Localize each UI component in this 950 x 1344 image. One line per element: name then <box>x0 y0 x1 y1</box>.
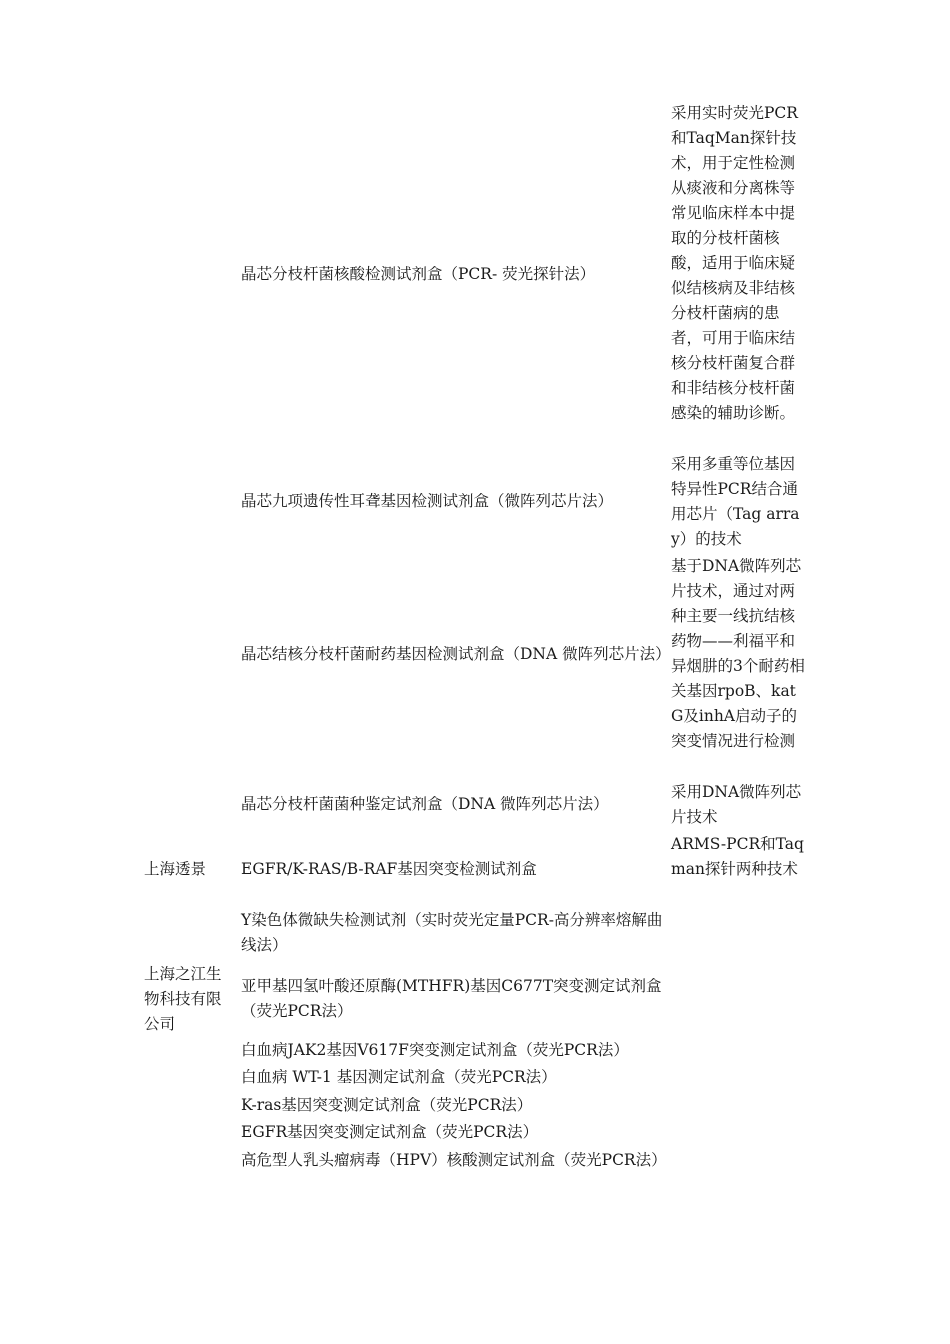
tech-description-0: 采用实时荧光PCR和TaqMan探针技术，用于定性检测从痰液和分离株等常见临床样本中提取的分枝杆菌核酸，适用于临床疑似结核病及非结核分枝杆菌病的患者，可用于临床结核分枝杆菌复合群和非结核分枝杆菌感染的辅助诊断。 <box>671 104 798 422</box>
company-name-0: 上海透景 <box>144 860 207 878</box>
product-name-10: EGFR基因突变测定试剂盒（荧光PCR法） <box>241 1123 539 1141</box>
company-name-1: 上海之江生物科技有限公司 <box>144 965 222 1033</box>
product-name-3: 晶芯分枝杆菌菌种鉴定试剂盒（DNA 微阵列芯片法） <box>241 795 609 813</box>
tech-description-1: 采用多重等位基因特异性PCR结合通用芯片（Tag array）的技术 <box>671 455 800 548</box>
product-name-9: K-ras基因突变测定试剂盒（荧光PCR法） <box>241 1096 533 1114</box>
product-name-5: Y染色体微缺失检测试剂（实时荧光定量PCR-高分辨率熔解曲线法） <box>241 911 663 954</box>
product-name-8: 白血病 WT-1 基因测定试剂盒（荧光PCR法） <box>241 1068 557 1086</box>
tech-description-4: ARMS-PCR和Taqman探针两种技术 <box>671 835 804 878</box>
tech-description-3: 采用DNA微阵列芯片技术 <box>671 783 802 826</box>
product-name-0: 晶芯分枝杆菌核酸检测试剂盒（PCR- 荧光探针法） <box>241 265 596 283</box>
product-name-11: 高危型人乳头瘤病毒（HPV）核酸测定试剂盒（荧光PCR法） <box>241 1151 667 1169</box>
product-name-6: 亚甲基四氢叶酸还原酶(MTHFR)基因C677T突变测定试剂盒（荧光PCR法） <box>241 977 662 1020</box>
tech-description-2: 基于DNA微阵列芯片技术，通过对两种主要一线抗结核药物——利福平和异烟肼的3个耐药相关基因rpoB、katG及inhA启动子的突变情况进行检测 <box>671 557 805 750</box>
product-name-7: 白血病JAK2基因V617F突变测定试剂盒（荧光PCR法） <box>241 1041 629 1059</box>
product-name-2: 晶芯结核分枝杆菌耐药基因检测试剂盒（DNA 微阵列芯片法） <box>241 645 671 663</box>
product-name-1: 晶芯九项遗传性耳聋基因检测试剂盒（微阵列芯片法） <box>241 492 614 510</box>
product-name-4: EGFR/K-RAS/B-RAF基因突变检测试剂盒 <box>241 860 537 878</box>
